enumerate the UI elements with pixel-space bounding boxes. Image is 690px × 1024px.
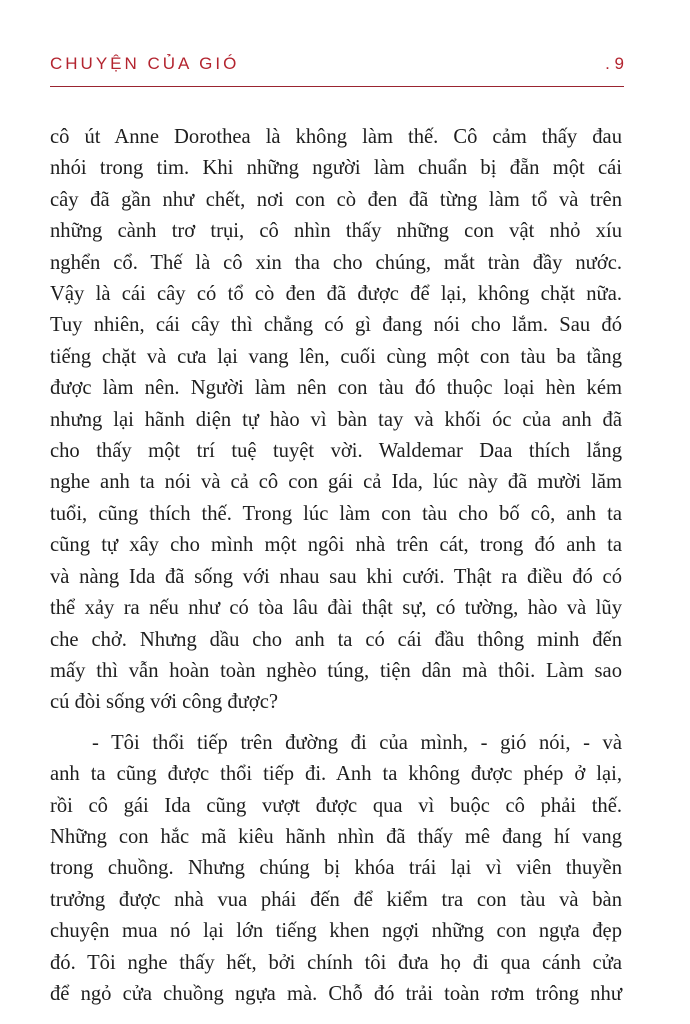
page-body: [50, 122, 622, 1010]
paragraph: [50, 728, 622, 1011]
text-line: anh ta cũng được thổi tiếp đi. Anh ta không được phép ở lại,: [50, 763, 622, 786]
text-line: để ngỏ cửa chuồng ngựa mà. Chỗ đó trải toàn rơm trông như: [50, 982, 622, 1005]
text-line: nhói trong tim. Khi những người làm chuẩn bị đẵn một cái: [50, 157, 622, 180]
text-line: và nàng Ida đã sống với nhau sau khi cưới. Thật ra điều đó có: [50, 565, 622, 588]
text-line: đó. Tôi nghe thấy hết, bởi chính tôi đưa họ đi qua cánh cửa: [50, 951, 622, 974]
text-line: Tuy nhiên, cái cây thì chẳng có gì đang nói cho lắm. Sau đó: [50, 314, 622, 337]
text-line: cô út Anne Dorothea là không làm thế. Cô cảm thấy đau: [50, 126, 622, 148]
text-line: tiếng chặt và cưa lại vang lên, cuối cùng một con tàu ba tầng: [50, 345, 622, 368]
text-line: nghển cổ. Thế là cô xin tha cho chúng, mắt tràn đầy nước.: [50, 251, 622, 274]
text-line: Những con hắc mã kiêu hãnh nhìn đã thấy mê đang hí vang: [50, 825, 622, 848]
text-line: nhưng lại hãnh diện tự hào vì bàn tay và khối óc của anh đã: [50, 408, 622, 431]
text-line: những cành trơ trụi, cô nhìn thấy những con vật nhỏ xíu: [50, 220, 622, 243]
text-line: chuyện mua nó lại lớn tiếng khen ngợi những con ngựa đẹp: [50, 920, 622, 943]
text-line: thể xảy ra nếu như có tòa lâu đài thật sự, có tường, hào và lũy: [50, 597, 622, 620]
running-title: CHUYỆN CỦA GIÓ: [50, 54, 240, 73]
page-number: . 9: [605, 54, 624, 73]
text-line: trong chuồng. Nhưng chúng bị khóa trái lại vì viên thuyền: [50, 857, 622, 880]
text-line: cây đã gần như chết, nơi con cò đen đã từng làm tổ và trên: [50, 188, 622, 211]
text-line: - Tôi thổi tiếp trên đường đi của mình, - gió nói, - và: [92, 731, 622, 754]
text-line: tuổi, cũng thích thế. Trong lúc làm con tàu cho bố cô, anh ta: [50, 502, 622, 525]
text-line: được làm nên. Người làm nên con tàu đó thuộc loại hèn kém: [50, 377, 622, 400]
text-line: che chở. Nhưng dầu cho anh ta có cái đầu thông minh đến: [50, 628, 622, 651]
text-line: mấy thì vẫn hoàn toàn nghèo túng, tiện dân mà thôi. Làm sao: [50, 659, 622, 682]
text-line: cũng tự xây cho mình một ngôi nhà trên cát, trong đó anh ta: [50, 534, 622, 557]
text-line: rồi cô gái Ida cũng vượt được qua vì buộc cô phải thế.: [50, 794, 622, 817]
text-line: cho thấy một trí tuệ tuyệt vời. Waldemar Daa thích lắng: [50, 440, 622, 463]
text-line: nghe anh ta nói và cả cô con gái cả Ida, lúc này đã mười lăm: [50, 471, 622, 494]
page-header: [50, 52, 624, 87]
text-line: cú đòi sống với công được?: [50, 691, 278, 714]
text-line: trưởng được nhà vua phái đến để kiểm tra con tàu và bàn: [50, 888, 622, 911]
paragraph: [50, 122, 622, 719]
text-line: Vậy là cái cây có tổ cò đen đã được để lại, không chặt nữa.: [50, 283, 622, 306]
